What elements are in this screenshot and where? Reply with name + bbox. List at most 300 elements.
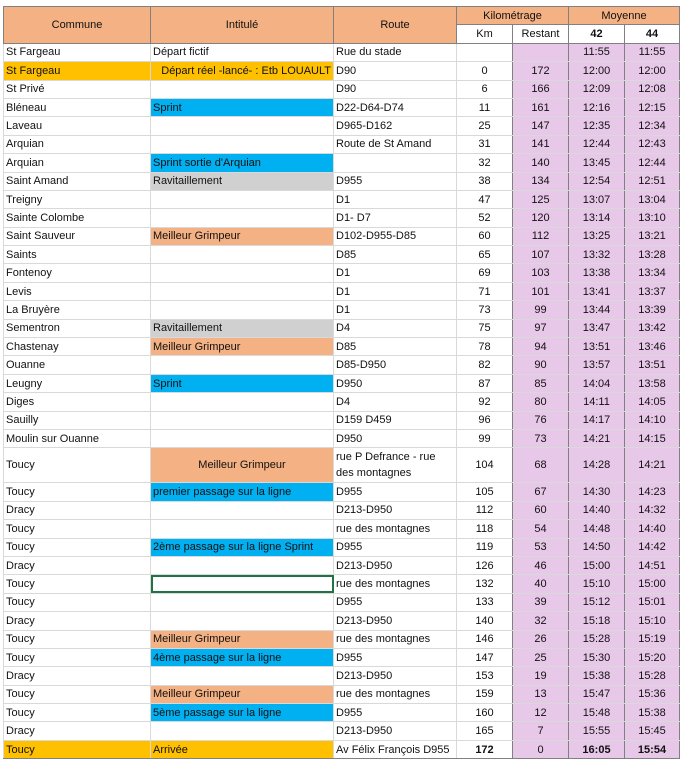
time-42-cell[interactable]: 13:25 (569, 227, 625, 245)
table-row (4, 704, 680, 722)
time-44-cell[interactable]: 15:45 (625, 722, 680, 740)
route-cell[interactable]: D4 (334, 393, 457, 411)
header-restant[interactable]: Restant (513, 25, 569, 43)
route-cell[interactable]: D22-D64-D74 (334, 98, 457, 116)
intitule-cell[interactable] (151, 356, 334, 374)
time-44-cell[interactable]: 13:21 (625, 227, 680, 245)
commune-cell[interactable]: Dracy (4, 612, 151, 630)
commune-cell[interactable]: Toucy (4, 448, 151, 483)
time-42-cell[interactable]: 13:14 (569, 209, 625, 227)
commune-cell[interactable]: Toucy (4, 593, 151, 611)
intitule-cell[interactable] (151, 301, 334, 319)
commune-cell[interactable]: Toucy (4, 538, 151, 556)
route-cell[interactable]: D950 (334, 374, 457, 392)
time-44-cell[interactable]: 15:36 (625, 685, 680, 703)
km-cell[interactable]: 104 (457, 448, 513, 483)
intitule-cell[interactable]: Ravitaillement (151, 319, 334, 337)
commune-cell[interactable]: Toucy (4, 685, 151, 703)
table-row (4, 612, 680, 630)
time-44-cell[interactable]: 12:51 (625, 172, 680, 190)
intitule-cell[interactable]: premier passage sur la ligne (151, 483, 334, 501)
commune-cell[interactable]: Dracy (4, 501, 151, 519)
intitule-cell[interactable] (151, 667, 334, 685)
time-42-cell[interactable]: 14:50 (569, 538, 625, 556)
route-cell[interactable]: D955 (334, 538, 457, 556)
intitule-cell[interactable] (151, 593, 334, 611)
restant-cell[interactable]: 76 (513, 411, 569, 429)
intitule-cell[interactable] (151, 501, 334, 519)
restant-cell[interactable]: 25 (513, 648, 569, 666)
time-44-cell[interactable]: 13:37 (625, 282, 680, 300)
table-row (4, 740, 680, 758)
route-cell[interactable]: D159 D459 (334, 411, 457, 429)
km-cell[interactable]: 160 (457, 704, 513, 722)
commune-cell[interactable]: Moulin sur Ouanne (4, 429, 151, 447)
commune-cell[interactable]: Treigny (4, 190, 151, 208)
table-row (4, 319, 680, 337)
time-44-cell[interactable]: 13:58 (625, 374, 680, 392)
time-44-cell[interactable]: 12:00 (625, 62, 680, 80)
restant-cell[interactable]: 101 (513, 282, 569, 300)
commune-cell[interactable]: La Bruyère (4, 301, 151, 319)
km-cell[interactable]: 75 (457, 319, 513, 337)
time-42-cell[interactable]: 15:48 (569, 704, 625, 722)
route-cell[interactable]: D4 (334, 319, 457, 337)
time-44-cell[interactable]: 14:10 (625, 411, 680, 429)
intitule-cell[interactable]: Sprint (151, 98, 334, 116)
table-row (4, 98, 680, 116)
time-42-cell[interactable]: 13:44 (569, 301, 625, 319)
time-44-cell[interactable]: 12:43 (625, 135, 680, 153)
table-row (4, 154, 680, 172)
commune-cell[interactable]: Toucy (4, 704, 151, 722)
time-42-cell[interactable]: 13:47 (569, 319, 625, 337)
commune-cell[interactable]: Levis (4, 282, 151, 300)
route-cell[interactable]: D213-D950 (334, 556, 457, 574)
table-row (4, 429, 680, 447)
table-row (4, 172, 680, 190)
time-44-cell[interactable]: 11:55 (625, 43, 680, 61)
time-44-cell[interactable]: 14:23 (625, 483, 680, 501)
header-commune[interactable]: Commune (4, 7, 151, 44)
time-44-cell[interactable]: 14:05 (625, 393, 680, 411)
km-cell[interactable]: 87 (457, 374, 513, 392)
commune-cell[interactable]: Leugny (4, 374, 151, 392)
km-cell[interactable]: 92 (457, 393, 513, 411)
intitule-cell[interactable] (151, 429, 334, 447)
restant-cell[interactable]: 97 (513, 319, 569, 337)
intitule-cell[interactable] (151, 612, 334, 630)
time-42-cell[interactable]: 15:30 (569, 648, 625, 666)
restant-cell[interactable]: 60 (513, 501, 569, 519)
restant-cell[interactable]: 40 (513, 575, 569, 593)
commune-cell[interactable]: Arquian (4, 154, 151, 172)
intitule-cell[interactable] (151, 264, 334, 282)
time-42-cell[interactable]: 14:40 (569, 501, 625, 519)
table-row (4, 538, 680, 556)
time-44-cell[interactable]: 14:21 (625, 448, 680, 483)
time-42-cell[interactable]: 15:47 (569, 685, 625, 703)
route-cell[interactable]: D90 (334, 80, 457, 98)
intitule-cell[interactable] (151, 520, 334, 538)
time-42-cell[interactable]: 13:51 (569, 338, 625, 356)
table-row (4, 374, 680, 392)
intitule-cell[interactable]: Sprint sortie d'Arquian (151, 154, 334, 172)
route-cell[interactable]: D85-D950 (334, 356, 457, 374)
restant-cell[interactable]: 112 (513, 227, 569, 245)
restant-cell[interactable]: 120 (513, 209, 569, 227)
time-44-cell[interactable]: 12:15 (625, 98, 680, 116)
route-cell[interactable]: Av Félix François D955 (334, 740, 457, 758)
restant-cell[interactable]: 7 (513, 722, 569, 740)
time-42-cell[interactable]: 15:10 (569, 575, 625, 593)
route-cell[interactable]: D213-D950 (334, 667, 457, 685)
commune-cell[interactable]: Sauilly (4, 411, 151, 429)
intitule-cell[interactable] (151, 575, 334, 593)
km-cell[interactable]: 165 (457, 722, 513, 740)
route-cell[interactable]: D1 (334, 264, 457, 282)
time-44-cell[interactable]: 15:10 (625, 612, 680, 630)
km-cell[interactable]: 132 (457, 575, 513, 593)
time-44-cell[interactable]: 13:04 (625, 190, 680, 208)
time-44-cell[interactable]: 12:08 (625, 80, 680, 98)
time-42-cell[interactable]: 12:35 (569, 117, 625, 135)
intitule-cell[interactable] (151, 135, 334, 153)
km-cell[interactable]: 172 (457, 740, 513, 758)
km-cell[interactable]: 140 (457, 612, 513, 630)
restant-cell[interactable]: 147 (513, 117, 569, 135)
route-cell[interactable]: rue des montagnes (334, 520, 457, 538)
commune-cell[interactable]: Arquian (4, 135, 151, 153)
commune-cell[interactable]: Toucy (4, 648, 151, 666)
km-cell[interactable]: 147 (457, 648, 513, 666)
intitule-cell[interactable] (151, 411, 334, 429)
km-cell[interactable]: 153 (457, 667, 513, 685)
restant-cell[interactable]: 90 (513, 356, 569, 374)
time-42-cell[interactable]: 13:32 (569, 246, 625, 264)
commune-cell[interactable]: Laveau (4, 117, 151, 135)
km-cell[interactable]: 126 (457, 556, 513, 574)
km-cell[interactable]: 38 (457, 172, 513, 190)
restant-cell[interactable]: 13 (513, 685, 569, 703)
commune-cell[interactable]: Fontenoy (4, 264, 151, 282)
restant-cell[interactable]: 141 (513, 135, 569, 153)
intitule-cell[interactable]: Arrivée (151, 740, 334, 758)
intitule-cell[interactable] (151, 282, 334, 300)
time-44-cell[interactable]: 13:10 (625, 209, 680, 227)
km-cell[interactable]: 47 (457, 190, 513, 208)
time-44-cell[interactable]: 13:28 (625, 246, 680, 264)
route-cell[interactable]: D102-D955-D85 (334, 227, 457, 245)
time-44-cell[interactable]: 13:39 (625, 301, 680, 319)
km-cell[interactable]: 82 (457, 356, 513, 374)
km-cell[interactable]: 0 (457, 62, 513, 80)
route-cell[interactable]: D950 (334, 429, 457, 447)
intitule-cell[interactable] (151, 190, 334, 208)
km-cell[interactable]: 52 (457, 209, 513, 227)
commune-cell[interactable]: St Fargeau (4, 43, 151, 61)
restant-cell[interactable]: 107 (513, 246, 569, 264)
time-42-cell[interactable]: 13:57 (569, 356, 625, 374)
intitule-cell[interactable]: Sprint (151, 374, 334, 392)
route-cell[interactable]: D85 (334, 246, 457, 264)
restant-cell[interactable] (513, 43, 569, 61)
time-42-cell[interactable]: 12:54 (569, 172, 625, 190)
time-42-cell[interactable]: 16:05 (569, 740, 625, 758)
km-cell[interactable]: 6 (457, 80, 513, 98)
commune-cell[interactable]: Chastenay (4, 338, 151, 356)
restant-cell[interactable]: 99 (513, 301, 569, 319)
restant-cell[interactable]: 134 (513, 172, 569, 190)
time-42-cell[interactable]: 12:00 (569, 62, 625, 80)
route-cell[interactable]: D213-D950 (334, 612, 457, 630)
header-km[interactable]: Km (457, 25, 513, 43)
table-row (4, 483, 680, 501)
table-row (4, 338, 680, 356)
time-42-cell[interactable]: 15:00 (569, 556, 625, 574)
commune-cell[interactable]: Toucy (4, 740, 151, 758)
route-cell[interactable]: D1- D7 (334, 209, 457, 227)
time-42-cell[interactable]: 14:04 (569, 374, 625, 392)
route-cell[interactable]: D965-D162 (334, 117, 457, 135)
time-42-cell[interactable]: 14:11 (569, 393, 625, 411)
intitule-cell[interactable] (151, 209, 334, 227)
time-42-cell[interactable]: 13:38 (569, 264, 625, 282)
time-42-cell[interactable]: 15:38 (569, 667, 625, 685)
intitule-cell[interactable] (151, 246, 334, 264)
header-moyenne[interactable]: Moyenne (569, 7, 680, 25)
table-row (4, 135, 680, 153)
restant-cell[interactable]: 140 (513, 154, 569, 172)
route-cell[interactable]: D1 (334, 282, 457, 300)
header-speed-42[interactable]: 42 (569, 25, 625, 43)
time-44-cell[interactable]: 13:42 (625, 319, 680, 337)
intitule-cell[interactable]: Meilleur Grimpeur (151, 338, 334, 356)
restant-cell[interactable]: 19 (513, 667, 569, 685)
km-cell[interactable]: 71 (457, 282, 513, 300)
commune-cell[interactable]: Ouanne (4, 356, 151, 374)
time-42-cell[interactable]: 15:12 (569, 593, 625, 611)
km-cell[interactable]: 65 (457, 246, 513, 264)
table-row (4, 209, 680, 227)
route-cell[interactable]: D1 (334, 301, 457, 319)
header-speed-44[interactable]: 44 (625, 25, 680, 43)
time-42-cell[interactable]: 13:07 (569, 190, 625, 208)
commune-cell[interactable]: Dracy (4, 667, 151, 685)
time-44-cell[interactable]: 14:32 (625, 501, 680, 519)
time-42-cell[interactable]: 11:55 (569, 43, 625, 61)
time-42-cell[interactable]: 14:30 (569, 483, 625, 501)
route-cell[interactable]: D213-D950 (334, 501, 457, 519)
time-44-cell[interactable]: 15:19 (625, 630, 680, 648)
table-row (4, 356, 680, 374)
km-cell[interactable]: 99 (457, 429, 513, 447)
restant-cell[interactable]: 39 (513, 593, 569, 611)
table-row (4, 282, 680, 300)
km-cell[interactable]: 112 (457, 501, 513, 519)
table-row (4, 448, 680, 483)
header-kilometrage[interactable]: Kilométrage (457, 7, 569, 25)
header-route[interactable]: Route (334, 7, 457, 44)
intitule-cell[interactable]: Départ réel -lancé- : Etb LOUAULT (151, 62, 334, 80)
intitule-cell[interactable] (151, 393, 334, 411)
time-44-cell[interactable]: 13:51 (625, 356, 680, 374)
commune-cell[interactable]: Saint Amand (4, 172, 151, 190)
time-44-cell[interactable]: 15:01 (625, 593, 680, 611)
commune-cell[interactable]: Saint Sauveur (4, 227, 151, 245)
table-row (4, 80, 680, 98)
route-cell[interactable]: D955 (334, 648, 457, 666)
km-cell[interactable]: 119 (457, 538, 513, 556)
km-cell[interactable]: 133 (457, 593, 513, 611)
route-cell[interactable]: D955 (334, 172, 457, 190)
km-cell[interactable]: 69 (457, 264, 513, 282)
intitule-cell[interactable] (151, 80, 334, 98)
time-42-cell[interactable]: 14:17 (569, 411, 625, 429)
restant-cell[interactable]: 73 (513, 429, 569, 447)
time-44-cell[interactable]: 15:00 (625, 575, 680, 593)
restant-cell[interactable]: 68 (513, 448, 569, 483)
restant-cell[interactable]: 125 (513, 190, 569, 208)
route-cell[interactable]: rue des montagnes (334, 630, 457, 648)
intitule-cell[interactable] (151, 556, 334, 574)
route-cell[interactable]: rue des montagnes (334, 685, 457, 703)
route-cell[interactable]: D90 (334, 62, 457, 80)
commune-cell[interactable]: St Privé (4, 80, 151, 98)
km-cell[interactable]: 25 (457, 117, 513, 135)
intitule-cell[interactable]: 5ème passage sur la ligne (151, 704, 334, 722)
time-44-cell[interactable]: 15:54 (625, 740, 680, 758)
time-44-cell[interactable]: 14:42 (625, 538, 680, 556)
time-44-cell[interactable]: 12:44 (625, 154, 680, 172)
table-row (4, 593, 680, 611)
km-cell[interactable]: 146 (457, 630, 513, 648)
km-cell[interactable]: 11 (457, 98, 513, 116)
route-cell[interactable]: D955 (334, 483, 457, 501)
intitule-cell[interactable]: 2ème passage sur la ligne Sprint (151, 538, 334, 556)
time-44-cell[interactable]: 14:40 (625, 520, 680, 538)
restant-cell[interactable]: 12 (513, 704, 569, 722)
restant-cell[interactable]: 103 (513, 264, 569, 282)
intitule-cell[interactable]: Départ fictif (151, 43, 334, 61)
restant-cell[interactable]: 166 (513, 80, 569, 98)
commune-cell[interactable]: Dracy (4, 722, 151, 740)
time-42-cell[interactable]: 12:44 (569, 135, 625, 153)
km-cell[interactable]: 96 (457, 411, 513, 429)
km-cell[interactable]: 60 (457, 227, 513, 245)
intitule-cell[interactable]: Meilleur Grimpeur (151, 685, 334, 703)
intitule-cell[interactable] (151, 722, 334, 740)
restant-cell[interactable]: 85 (513, 374, 569, 392)
time-44-cell[interactable]: 15:20 (625, 648, 680, 666)
km-cell[interactable]: 73 (457, 301, 513, 319)
km-cell[interactable]: 31 (457, 135, 513, 153)
route-cell[interactable] (334, 154, 457, 172)
time-42-cell[interactable]: 13:41 (569, 282, 625, 300)
commune-cell[interactable]: Diges (4, 393, 151, 411)
table-row (4, 62, 680, 80)
commune-cell[interactable]: St Fargeau (4, 62, 151, 80)
restant-cell[interactable]: 161 (513, 98, 569, 116)
table-row (4, 630, 680, 648)
table-row (4, 43, 680, 61)
km-cell[interactable]: 118 (457, 520, 513, 538)
route-cell[interactable]: rue P Defrance - rue des montagnes (334, 448, 457, 483)
km-cell[interactable]: 78 (457, 338, 513, 356)
time-44-cell[interactable]: 14:51 (625, 556, 680, 574)
intitule-cell[interactable]: Meilleur Grimpeur (151, 227, 334, 245)
route-cell[interactable]: D955 (334, 593, 457, 611)
intitule-cell[interactable] (151, 117, 334, 135)
commune-cell[interactable]: Saints (4, 246, 151, 264)
restant-cell[interactable]: 54 (513, 520, 569, 538)
km-cell[interactable]: 32 (457, 154, 513, 172)
restant-cell[interactable]: 94 (513, 338, 569, 356)
commune-cell[interactable]: Sementron (4, 319, 151, 337)
restant-cell[interactable]: 67 (513, 483, 569, 501)
time-44-cell[interactable]: 14:15 (625, 429, 680, 447)
race-schedule-sheet (3, 6, 680, 759)
time-42-cell[interactable]: 15:28 (569, 630, 625, 648)
header-intitule[interactable]: Intitulé (151, 7, 334, 44)
time-42-cell[interactable]: 13:45 (569, 154, 625, 172)
commune-cell[interactable]: Dracy (4, 556, 151, 574)
time-42-cell[interactable]: 12:09 (569, 80, 625, 98)
commune-cell[interactable]: Toucy (4, 520, 151, 538)
restant-cell[interactable]: 0 (513, 740, 569, 758)
time-42-cell[interactable]: 14:48 (569, 520, 625, 538)
commune-cell[interactable]: Toucy (4, 575, 151, 593)
route-cell[interactable]: D213-D950 (334, 722, 457, 740)
route-cell[interactable]: D1 (334, 190, 457, 208)
intitule-cell[interactable]: 4ème passage sur la ligne (151, 648, 334, 666)
commune-cell[interactable]: Bléneau (4, 98, 151, 116)
time-42-cell[interactable]: 14:28 (569, 448, 625, 483)
intitule-cell[interactable]: Ravitaillement (151, 172, 334, 190)
route-cell[interactable]: Route de St Amand (334, 135, 457, 153)
time-42-cell[interactable]: 15:18 (569, 612, 625, 630)
restant-cell[interactable]: 32 (513, 612, 569, 630)
time-42-cell[interactable]: 14:21 (569, 429, 625, 447)
route-cell[interactable]: Rue du stade (334, 43, 457, 61)
restant-cell[interactable]: 46 (513, 556, 569, 574)
intitule-cell[interactable]: Meilleur Grimpeur (151, 630, 334, 648)
table-row (4, 722, 680, 740)
restant-cell[interactable]: 80 (513, 393, 569, 411)
time-44-cell[interactable]: 15:28 (625, 667, 680, 685)
km-cell[interactable] (457, 43, 513, 61)
restant-cell[interactable]: 172 (513, 62, 569, 80)
commune-cell[interactable]: Sainte Colombe (4, 209, 151, 227)
table-row (4, 648, 680, 666)
time-42-cell[interactable]: 15:55 (569, 722, 625, 740)
route-cell[interactable]: rue des montagnes (334, 575, 457, 593)
km-cell[interactable]: 159 (457, 685, 513, 703)
time-44-cell[interactable]: 15:38 (625, 704, 680, 722)
restant-cell[interactable]: 26 (513, 630, 569, 648)
restant-cell[interactable]: 53 (513, 538, 569, 556)
commune-cell[interactable]: Toucy (4, 483, 151, 501)
time-44-cell[interactable]: 13:34 (625, 264, 680, 282)
intitule-cell[interactable]: Meilleur Grimpeur (151, 448, 334, 483)
route-cell[interactable]: D85 (334, 338, 457, 356)
route-cell[interactable]: D955 (334, 704, 457, 722)
commune-cell[interactable]: Toucy (4, 630, 151, 648)
km-cell[interactable]: 105 (457, 483, 513, 501)
time-44-cell[interactable]: 13:46 (625, 338, 680, 356)
time-42-cell[interactable]: 12:16 (569, 98, 625, 116)
time-44-cell[interactable]: 12:34 (625, 117, 680, 135)
